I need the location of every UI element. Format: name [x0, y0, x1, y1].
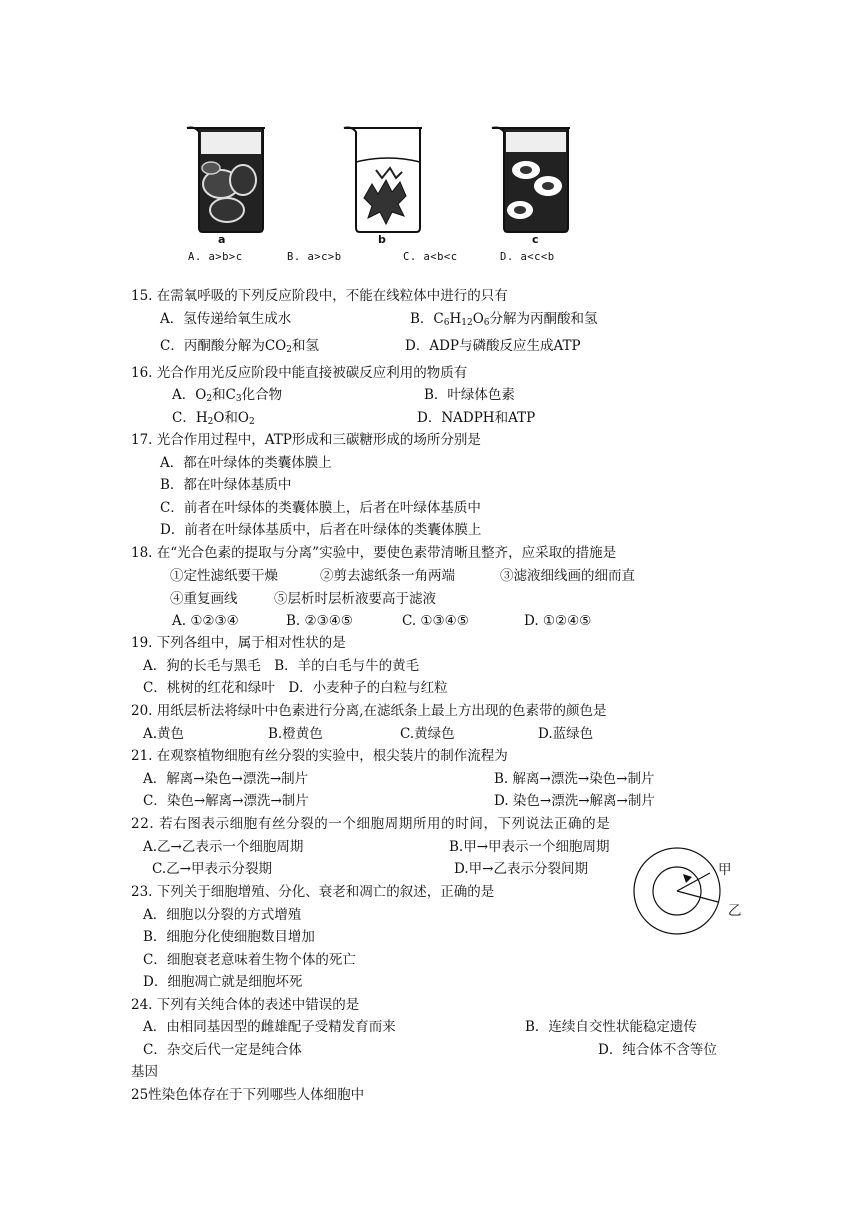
q22-option-a: A.乙→乙表示一个细胞周期	[143, 839, 304, 855]
q24-option-a: A．由相同基因型的雌雄配子受精发育而来	[143, 1019, 396, 1035]
q22-option-b: B.甲→甲表示一个细胞周期	[449, 839, 610, 855]
q21-option-b: B. 解离→漂洗→染色→制片	[494, 771, 655, 787]
cell-cycle-diagram	[632, 846, 722, 936]
q23-option-b: B．细胞分化使细胞数目增加	[143, 929, 315, 945]
q19-stem: 19. 下列各组中，属于相对性状的是	[131, 635, 346, 651]
q18-option-a: A. ①②③④	[172, 613, 239, 629]
q21-stem: 21. 在观察植物细胞有丝分裂的实验中，根尖装片的制作流程为	[131, 748, 508, 764]
q15-stem: 15. 在需氧呼吸的下列反应阶段中，不能在线粒体中进行的只有	[131, 288, 508, 304]
q23-option-a: A．细胞以分裂的方式增殖	[143, 907, 302, 923]
q21-option-c: C．染色→解离→漂洗→制片	[143, 793, 309, 809]
q16-option-c: C．$H_2O$和$O_2$	[172, 410, 255, 427]
q24-option-c: C．杂交后代一定是纯合体	[143, 1042, 302, 1058]
q18-item-5: ⑤层析时层析液要高于滤液	[274, 591, 436, 607]
q18-item-1: ①定性滤纸要干燥	[170, 568, 278, 584]
q20-option-c: C.黄绿色	[400, 726, 455, 742]
q20-option-a: A.黄色	[143, 726, 185, 742]
q15-option-d: D．ADP与磷酸反应生成ATP	[405, 338, 581, 354]
q21-option-d: D. 染色→漂洗→解离→制片	[494, 793, 655, 809]
beaker-option-d: D. a<c<b	[500, 251, 555, 263]
q25-stem: 25性染色体存在于下列哪些人体细胞中	[131, 1087, 365, 1103]
beaker-option-a: A. a>b>c	[188, 251, 243, 263]
q16-option-a: A．$O_2$和$C_3$化合物	[172, 387, 283, 404]
q24-option-b: B．连续自交性状能稳定遗传	[525, 1019, 697, 1035]
beaker-option-b: B. a>c>b	[287, 251, 342, 263]
q16-option-d: D．NADPH和ATP	[417, 410, 536, 426]
q20-stem: 20. 用纸层析法将绿叶中色素进行分离,在滤纸条上最上方出现的色素带的颜色是	[131, 703, 607, 719]
cell-cycle-label-jia: 甲	[718, 862, 732, 878]
beaker-c-label: c	[532, 233, 539, 246]
q17-option-d: D．前者在叶绿体基质中，后者在叶绿体的类囊体膜上	[160, 522, 482, 538]
q16-stem: 16. 光合作用光反应阶段中能直接被碳反应利用的物质有	[131, 365, 468, 381]
q18-option-c: C. ①③④⑤	[402, 613, 469, 629]
q22-stem: 22. 若右图表示细胞有丝分裂的一个细胞周期所用的时间，下列说法正确的是	[131, 816, 611, 832]
q23-option-d: D．细胞凋亡就是细胞坏死	[143, 974, 303, 990]
q24-stem: 24. 下列有关纯合体的表述中错误的是	[131, 997, 360, 1013]
q18-option-b: B. ②③④⑤	[286, 613, 353, 629]
beaker-c-image	[490, 124, 572, 234]
q16-option-b: B．叶绿体色素	[424, 387, 515, 403]
q18-item-3: ③滤液细线画的细而直	[500, 568, 635, 584]
q17-option-a: A．都在叶绿体的类囊体膜上	[160, 455, 332, 471]
beaker-option-c: C. a<b<c	[403, 251, 458, 263]
q19-options-cd: C．桃树的红花和绿叶 D．小麦种子的白粒与红粒	[143, 680, 448, 696]
cell-cycle-label-yi: 乙	[728, 903, 742, 919]
q20-option-d: D.蓝绿色	[538, 726, 594, 742]
q18-item-2: ②剪去滤纸条一角两端	[320, 568, 455, 584]
q17-option-b: B．都在叶绿体基质中	[160, 477, 292, 493]
beaker-a-label: a	[218, 233, 226, 246]
q17-option-c: C．前者在叶绿体的类囊体膜上，后者在叶绿体基质中	[160, 500, 481, 516]
q22-option-d: D.甲→乙表示分裂间期	[454, 861, 588, 877]
q15-option-c: C．丙酮酸分解为$CO_2$和氢	[160, 338, 319, 355]
q15-option-b: B．$C_6H_{12}O_6$分解为丙酮酸和氢	[410, 311, 598, 328]
q23-stem: 23. 下列关于细胞增殖、分化、衰老和凋亡的叙述，正确的是	[131, 884, 495, 900]
q17-stem: 17. 光合作用过程中，ATP形成和三碳糖形成的场所分别是	[131, 432, 481, 448]
q15-option-a: A．氢传递给氧生成水	[160, 311, 292, 327]
q19-options-ab: A．狗的长毛与黑毛 B．羊的白毛与牛的黄毛	[143, 658, 420, 674]
q18-option-d: D. ①②④⑤	[524, 613, 592, 629]
beaker-b-label: b	[378, 233, 386, 246]
q18-item-4: ④重复画线	[170, 591, 238, 607]
q24-option-d: D．纯合体不含等位	[598, 1042, 717, 1058]
q20-option-b: B.橙黄色	[268, 726, 323, 742]
q24-option-d-continued: 基因	[131, 1064, 158, 1080]
q21-option-a: A．解离→染色→漂洗→制片	[143, 771, 309, 787]
q23-option-c: C．细胞衰老意味着生物个体的死亡	[143, 952, 356, 968]
beaker-b-image	[342, 124, 424, 234]
q22-option-c: C.乙→甲表示分裂期	[152, 861, 272, 877]
q18-stem: 18. 在“光合色素的提取与分离”实验中，要使色素带清晰且整齐，应采取的措施是	[131, 545, 617, 561]
beaker-a-image	[185, 124, 267, 234]
